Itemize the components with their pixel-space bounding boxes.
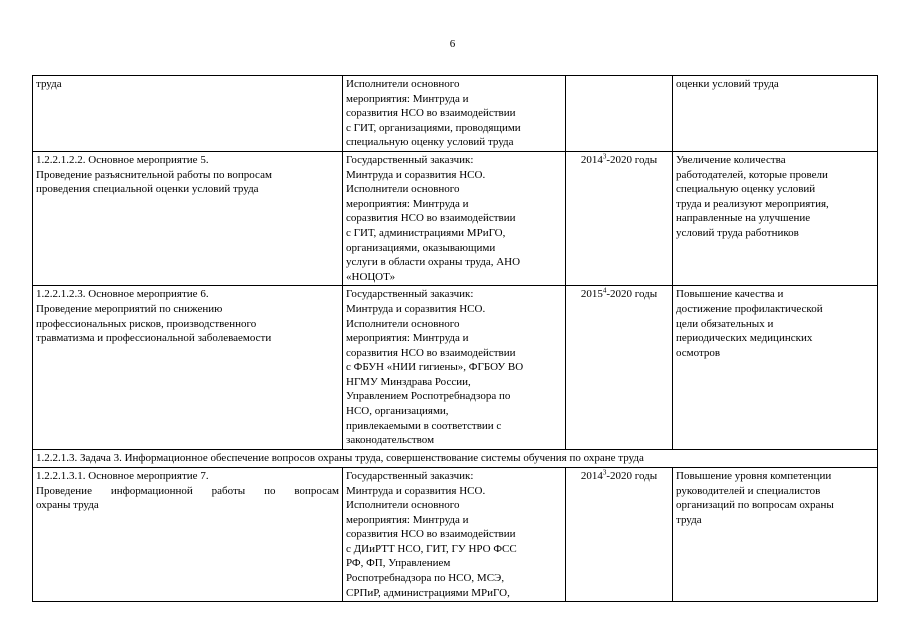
executors-line: с ДИиРТТ НСО, ГИТ, ГУ НРО ФСС xyxy=(346,542,517,555)
executors-cell xyxy=(343,76,566,152)
table-row xyxy=(33,151,878,285)
executors-cell xyxy=(343,286,566,450)
executors-line: Исполнители основного xyxy=(346,78,460,90)
result-line: периодических медицинских xyxy=(676,332,813,345)
measure-line: 1.2.2.1.3.1. Основное мероприятие 7. xyxy=(36,469,209,482)
measure-line: Проведение разъяснительной работы по вопросам xyxy=(36,168,272,181)
executors-line: соразвития НСО во взаимодействии xyxy=(346,346,516,359)
result-line: организаций по вопросам охраны xyxy=(676,499,834,512)
result-line: условий труда работников xyxy=(676,226,799,239)
measure-cell xyxy=(33,286,343,450)
table-row xyxy=(33,286,878,450)
executors-line: соразвития НСО во взаимодействии xyxy=(346,212,516,225)
period-footnote-mark: 3 xyxy=(602,468,607,477)
result-line: цели обязательных и xyxy=(676,317,774,330)
result-cell xyxy=(673,76,878,152)
measure-line: 1.2.2.1.2.2. Основное мероприятие 5. xyxy=(36,153,209,166)
table-row xyxy=(33,76,878,152)
result-line: Повышение уровня компетенции xyxy=(676,469,832,482)
executors-line: мероприятия: Минтруда и xyxy=(346,332,469,345)
period-start: 2015 xyxy=(580,288,603,301)
executors-line: РФ, ФП, Управлением xyxy=(346,557,451,570)
period-footnote-mark: 4 xyxy=(602,286,607,295)
executors-line: мероприятия: Минтруда и xyxy=(346,197,469,210)
executors-line: Роспотребнадзора по НСО, МСЭ, xyxy=(346,572,505,585)
executors-line: Исполнители основного xyxy=(346,317,460,330)
executors-line: законодательством xyxy=(346,434,435,447)
period-cell xyxy=(566,76,673,152)
result-cell xyxy=(673,286,878,450)
measure-line: профессиональных рисков, производственного xyxy=(36,317,257,330)
executors-line: НГМУ Минздрава России, xyxy=(346,375,471,388)
executors-line: организациями, оказывающими xyxy=(346,241,496,254)
period-cell xyxy=(566,286,673,450)
period-cell xyxy=(566,151,673,285)
result-line: специальную оценку условий xyxy=(676,183,816,196)
measure-line: Проведение информационной работы по вопросам xyxy=(36,484,339,497)
measure-line: охраны труда xyxy=(36,499,99,512)
task-row xyxy=(33,450,878,468)
executors-line: услуги в области охраны труда, АНО xyxy=(346,256,521,269)
executors-cell xyxy=(343,467,566,601)
result-line: работодателей, которые провели xyxy=(676,168,828,181)
executors-line: с ГИТ, организациями, проводящими xyxy=(346,121,521,134)
executors-line: мероприятия: Минтруда и xyxy=(346,92,469,105)
result-line: осмотров xyxy=(676,346,721,359)
result-line: труда и реализуют мероприятия, xyxy=(676,197,829,210)
executors-line: соразвития НСО во взаимодействии xyxy=(346,107,516,120)
executors-line: с ГИТ, администрациями МРиГО, xyxy=(346,226,506,239)
result-line: руководителей и специалистов xyxy=(676,484,821,497)
result-line: труда xyxy=(676,513,702,526)
measure-line: труда xyxy=(36,78,62,90)
executors-line: Минтруда и соразвития НСО. xyxy=(346,484,486,497)
executors-line: Минтруда и соразвития НСО. xyxy=(346,302,486,315)
executors-line: СРПиР, администрациями МРиГО, xyxy=(346,586,510,599)
table-row xyxy=(33,467,878,601)
period-footnote-mark: 3 xyxy=(602,152,607,161)
measure-cell xyxy=(33,467,343,601)
executors-line: с ФБУН «НИИ гигиены», ФГБОУ ВО xyxy=(346,361,524,374)
measure-line: проведения специальной оценки условий труда xyxy=(36,183,259,196)
period-end: -2020 годы xyxy=(606,153,658,166)
result-cell xyxy=(673,151,878,285)
result-cell xyxy=(673,467,878,601)
executors-line: НСО, организациями, xyxy=(346,405,449,418)
period-start: 2014 xyxy=(580,469,603,482)
result-line: Увеличение количества xyxy=(676,153,786,166)
measure-line: 1.2.2.1.2.3. Основное мероприятие 6. xyxy=(36,288,209,301)
measure-cell xyxy=(33,151,343,285)
program-measures-table xyxy=(32,75,878,602)
result-line: Повышение качества и xyxy=(676,288,784,301)
period-cell xyxy=(566,467,673,601)
period-end: -2020 годы xyxy=(606,469,658,482)
executors-line: Исполнители основного xyxy=(346,499,460,512)
task-cell: 1.2.2.1.3. Задача 3. Информационное обеспечение вопросов охраны труда, совершенствование системы обучения по охране труда xyxy=(33,450,878,468)
executors-line: Государственный заказчик: xyxy=(346,469,474,482)
executors-line: Управлением Роспотребнадзора по xyxy=(346,390,511,403)
executors-line: «НОЦОТ» xyxy=(346,270,396,283)
period-start: 2014 xyxy=(580,153,603,166)
result-line: достижение профилактической xyxy=(676,302,823,315)
result-line: оценки условий труда xyxy=(676,78,779,90)
result-line: направленные на улучшение xyxy=(676,212,811,225)
executors-cell xyxy=(343,151,566,285)
executors-line: Государственный заказчик: xyxy=(346,288,474,301)
executors-line: специальную оценку условий труда xyxy=(346,136,514,149)
measure-line: Проведение мероприятий по снижению xyxy=(36,302,223,315)
executors-line: мероприятия: Минтруда и xyxy=(346,513,469,526)
measure-cell xyxy=(33,76,343,152)
executors-line: соразвития НСО во взаимодействии xyxy=(346,528,516,541)
period-end: -2020 годы xyxy=(606,288,658,301)
executors-line: Государственный заказчик: xyxy=(346,153,474,166)
executors-line: Минтруда и соразвития НСО. xyxy=(346,168,486,181)
page-number: 6 xyxy=(449,38,456,50)
executors-line: Исполнители основного xyxy=(346,183,460,196)
measure-line: травматизма и профессиональной заболеваемости xyxy=(36,332,272,345)
executors-line: привлекаемыми в соответствии с xyxy=(346,419,502,432)
